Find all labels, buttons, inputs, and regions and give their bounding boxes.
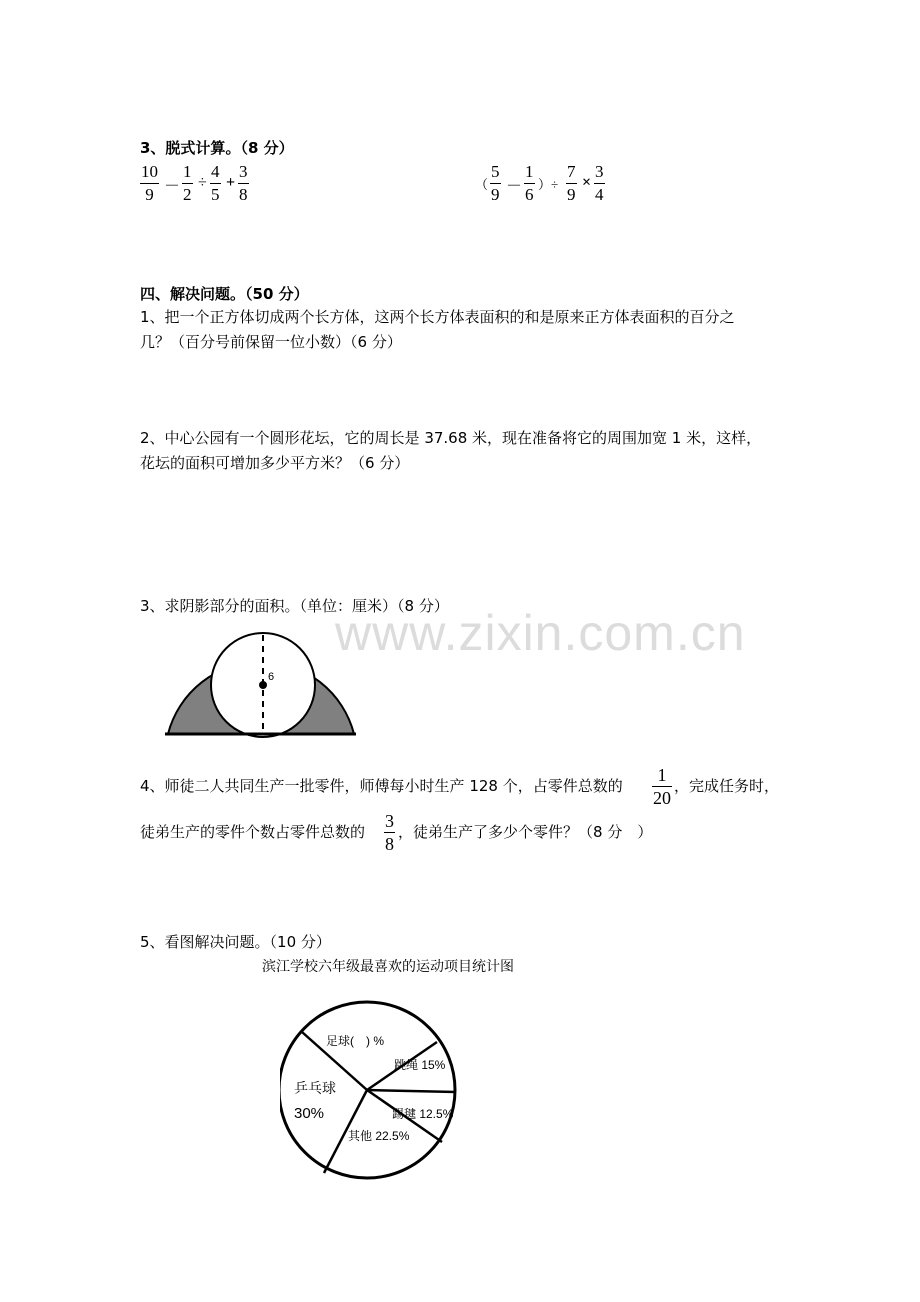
watermark: www.zixin.com.cn [335,605,746,661]
denominator: 20 [653,788,671,808]
fraction [384,812,395,853]
numerator: 3 [239,162,248,181]
paren: ）÷ [538,177,559,192]
fraction [182,163,193,204]
denominator: 8 [385,834,394,854]
fraction [524,163,535,204]
q2-line1: 2、中心公园有一个圆形花坛，它的周长是 37.68 米，现在准备将它的周围加宽 1 米，这样， [140,429,762,447]
section3-heading: 3、脱式计算。（8 分） [140,139,294,157]
numerator: 7 [567,162,576,181]
q4-line1a: 4、师徒二人共同生产一批零件，师傅每小时生产 128 个，占零件总数的 [140,777,623,795]
numerator: 3 [595,162,604,181]
numerator: 5 [491,162,500,181]
fraction [210,163,221,204]
denominator: 9 [567,185,576,204]
q4-line1b: ，完成任务时， [674,777,780,795]
q4-line2a: 徒弟生产的零件个数占零件总数的 [140,823,366,841]
numerator: 10 [141,162,158,181]
fraction [238,163,249,204]
denominator: 6 [525,185,534,204]
fraction [652,766,672,807]
q4-line2b: ，徒弟生产了多少个零件？（8 分 ） [398,823,653,841]
slice-label-football: 足球( ) % [326,1034,384,1048]
numerator: 1 [657,765,667,785]
fraction [140,163,159,204]
q1-line2: 几？（百分号前保留一位小数）（6 分） [140,333,402,351]
operator: ÷ [198,174,207,191]
slice-label-pingpong: 乒乓球 [294,1080,336,1096]
dimension-label: 6 [268,671,275,683]
denominator: 5 [211,185,220,204]
q2-line2: 花坛的面积可增加多少平方米？（6 分） [140,454,410,472]
center-dot [259,681,267,689]
q3-text: 3、求阴影部分的面积。（单位：厘米）（8 分） [140,597,449,615]
pie-chart [280,995,470,1185]
slice-label-pingpong-pct: 30% [294,1105,325,1122]
denominator: 8 [239,185,248,204]
numerator: 3 [385,811,394,831]
shaded-area-figure [160,630,360,740]
chart-title: 滨江学校六年级最喜欢的运动项目统计图 [262,959,514,975]
slice-label-other: 其他 22.5% [348,1129,410,1143]
operator: × [582,174,592,191]
operator: － [164,178,181,195]
section4-heading: 四、解决问题。（50 分） [140,285,309,303]
numerator: 1 [525,162,534,181]
q5-text: 5、看图解决问题。（10 分） [140,933,331,951]
denominator: 9 [145,185,154,204]
slice-label-shuttlecock: 踢毽 12.5% [392,1107,454,1121]
denominator: 9 [491,185,500,204]
fraction [594,163,605,204]
paren: （ [475,177,489,192]
fraction [490,163,501,204]
fraction [566,163,577,204]
slice-label-rope: 跳绳 15% [394,1058,446,1072]
denominator: 2 [183,185,192,204]
numerator: 4 [211,162,220,181]
numerator: 1 [183,162,192,181]
q1-line1: 1、把一个正方体切成两个长方体，这两个长方体表面积的和是原来正方体表面积的百分之 [140,308,735,326]
operator: + [226,174,236,191]
denominator: 4 [595,185,604,204]
operator: － [506,178,523,195]
